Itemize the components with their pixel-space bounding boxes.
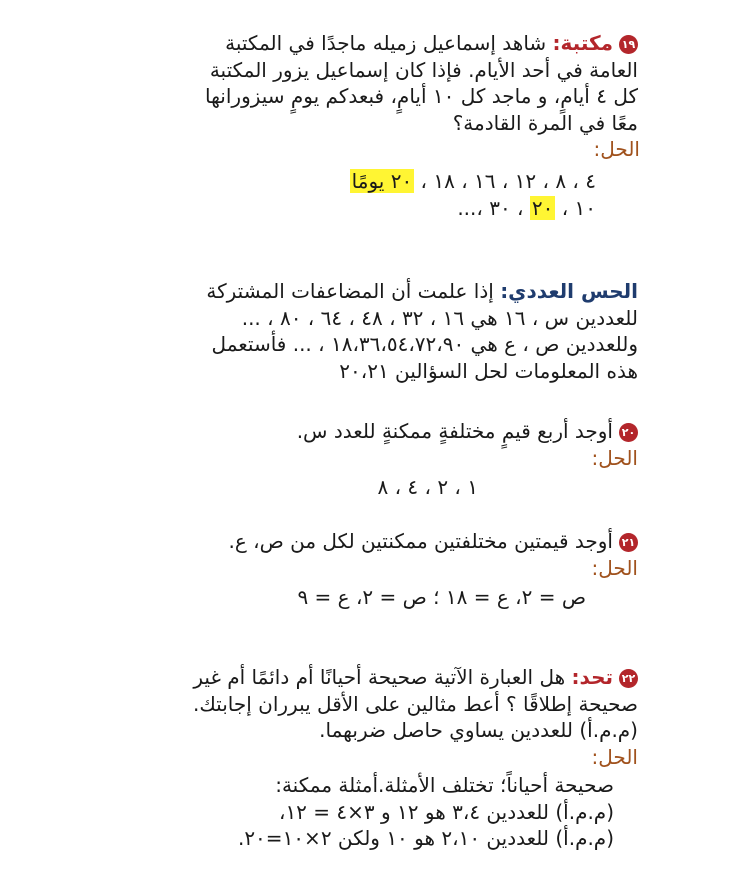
number-sense-text: إذا علمت أن المضاعفات المشتركة (206, 279, 494, 303)
question-19-answer (156, 168, 596, 221)
question-text: أوجد قيمتين مختلفتين ممكنتين لكل من ص، ع. (228, 529, 613, 553)
question-19-line-1 (98, 30, 638, 57)
number-sense-line-2: للعددين س ، ١٦ هي ١٦ ، ٣٢ ، ٤٨ ، ٦٤ ، ٨٠ ، ... (241, 305, 638, 330)
answer-line-1: صحيحة أحياناً؛ تختلف الأمثلة.أمثلة ممكنة: (275, 773, 614, 797)
solution-label: الحل: (591, 555, 638, 580)
number-sense-line-1 (98, 278, 638, 305)
highlighted-answer: ٢٠ يومًا (351, 169, 413, 193)
answer-multiples-10-start: ١٠ ، (555, 195, 596, 220)
question-19-line-4: معًا في المرة القادمة؟ (452, 110, 638, 135)
question-22-line-1 (98, 664, 638, 691)
question-20 (98, 418, 638, 471)
question-number-badge: ٢١ (619, 533, 638, 552)
question-label: مكتبة: (552, 31, 613, 55)
number-sense-section (98, 278, 638, 384)
question-19 (98, 30, 638, 162)
question-22 (98, 664, 638, 770)
answer-line: ١ ، ٢ ، ٤ ، ٨ (377, 475, 478, 499)
question-22-answer (238, 772, 614, 852)
number-sense-line-4: هذه المعلومات لحل السؤالين ٢٠،٢١ (339, 358, 638, 383)
answer-multiples-10-end: ، ٣٠ ،... (457, 195, 530, 220)
question-label: تحد: (571, 665, 613, 689)
question-number-badge: ١٩ (619, 35, 638, 54)
question-19-line-3: كل ٤ أيامٍ، و ماجد كل ١٠ أيامٍ، فبعدكم يومٍ سيزورانها (204, 84, 638, 108)
solution-label: الحل: (591, 744, 638, 769)
question-text: شاهد إسماعيل زميله ماجدًا في المكتبة (225, 31, 547, 55)
question-number-badge: ٢٠ (619, 423, 638, 442)
question-21-line (98, 528, 638, 555)
answer-line-3: (م.م.أ) للعددين ٢،١٠ هو ١٠ ولكن ٢×١٠=٢٠. (237, 826, 614, 850)
question-20-answer (377, 474, 478, 501)
question-text: هل العبارة الآتية صحيحة أحيانًا أم دائمًا أم غير (193, 665, 566, 689)
number-sense-label: الحس العددي: (500, 279, 638, 303)
question-text: أوجد أربع قيمٍ مختلفةٍ ممكنةٍ للعدد س. (296, 419, 613, 443)
question-number-badge: ٢٢ (619, 669, 638, 688)
answer-line-2 (156, 195, 596, 222)
question-20-line (98, 418, 638, 445)
answer-multiples-4: ٤ ، ٨ ، ١٢ ، ١٦ ، ١٨ ، (414, 169, 596, 193)
solution-label: الحل: (593, 137, 640, 161)
question-21 (98, 528, 638, 581)
answer-line-2: (م.م.أ) للعددين ٣،٤ هو ١٢ و ٣×٤ = ١٢، (278, 799, 614, 824)
question-22-line-2: صحيحة إطلاقًا ؟ أعط مثالين على الأقل يبرران إجابتك. (192, 691, 638, 716)
answer-line-1 (156, 168, 596, 195)
number-sense-line-3: وللعددين ص ، ع هي ١٨،٣٦،٥٤،٧٢،٩٠ ، ... فأستعمل (211, 332, 638, 356)
question-22-line-3: (م.م.أ) للعددين يساوي حاصل ضربهما. (319, 718, 638, 742)
question-19-line-2: العامة في أحد الأيام. فإذا كان إسماعيل يزور المكتبة (209, 57, 638, 82)
question-21-answer (297, 584, 586, 611)
highlighted-common-multiple: ٢٠ (531, 195, 554, 220)
solution-label: الحل: (591, 445, 638, 470)
answer-line: ص = ٢، ع = ١٨ ؛ ص = ٢، ع = ٩ (297, 585, 586, 609)
